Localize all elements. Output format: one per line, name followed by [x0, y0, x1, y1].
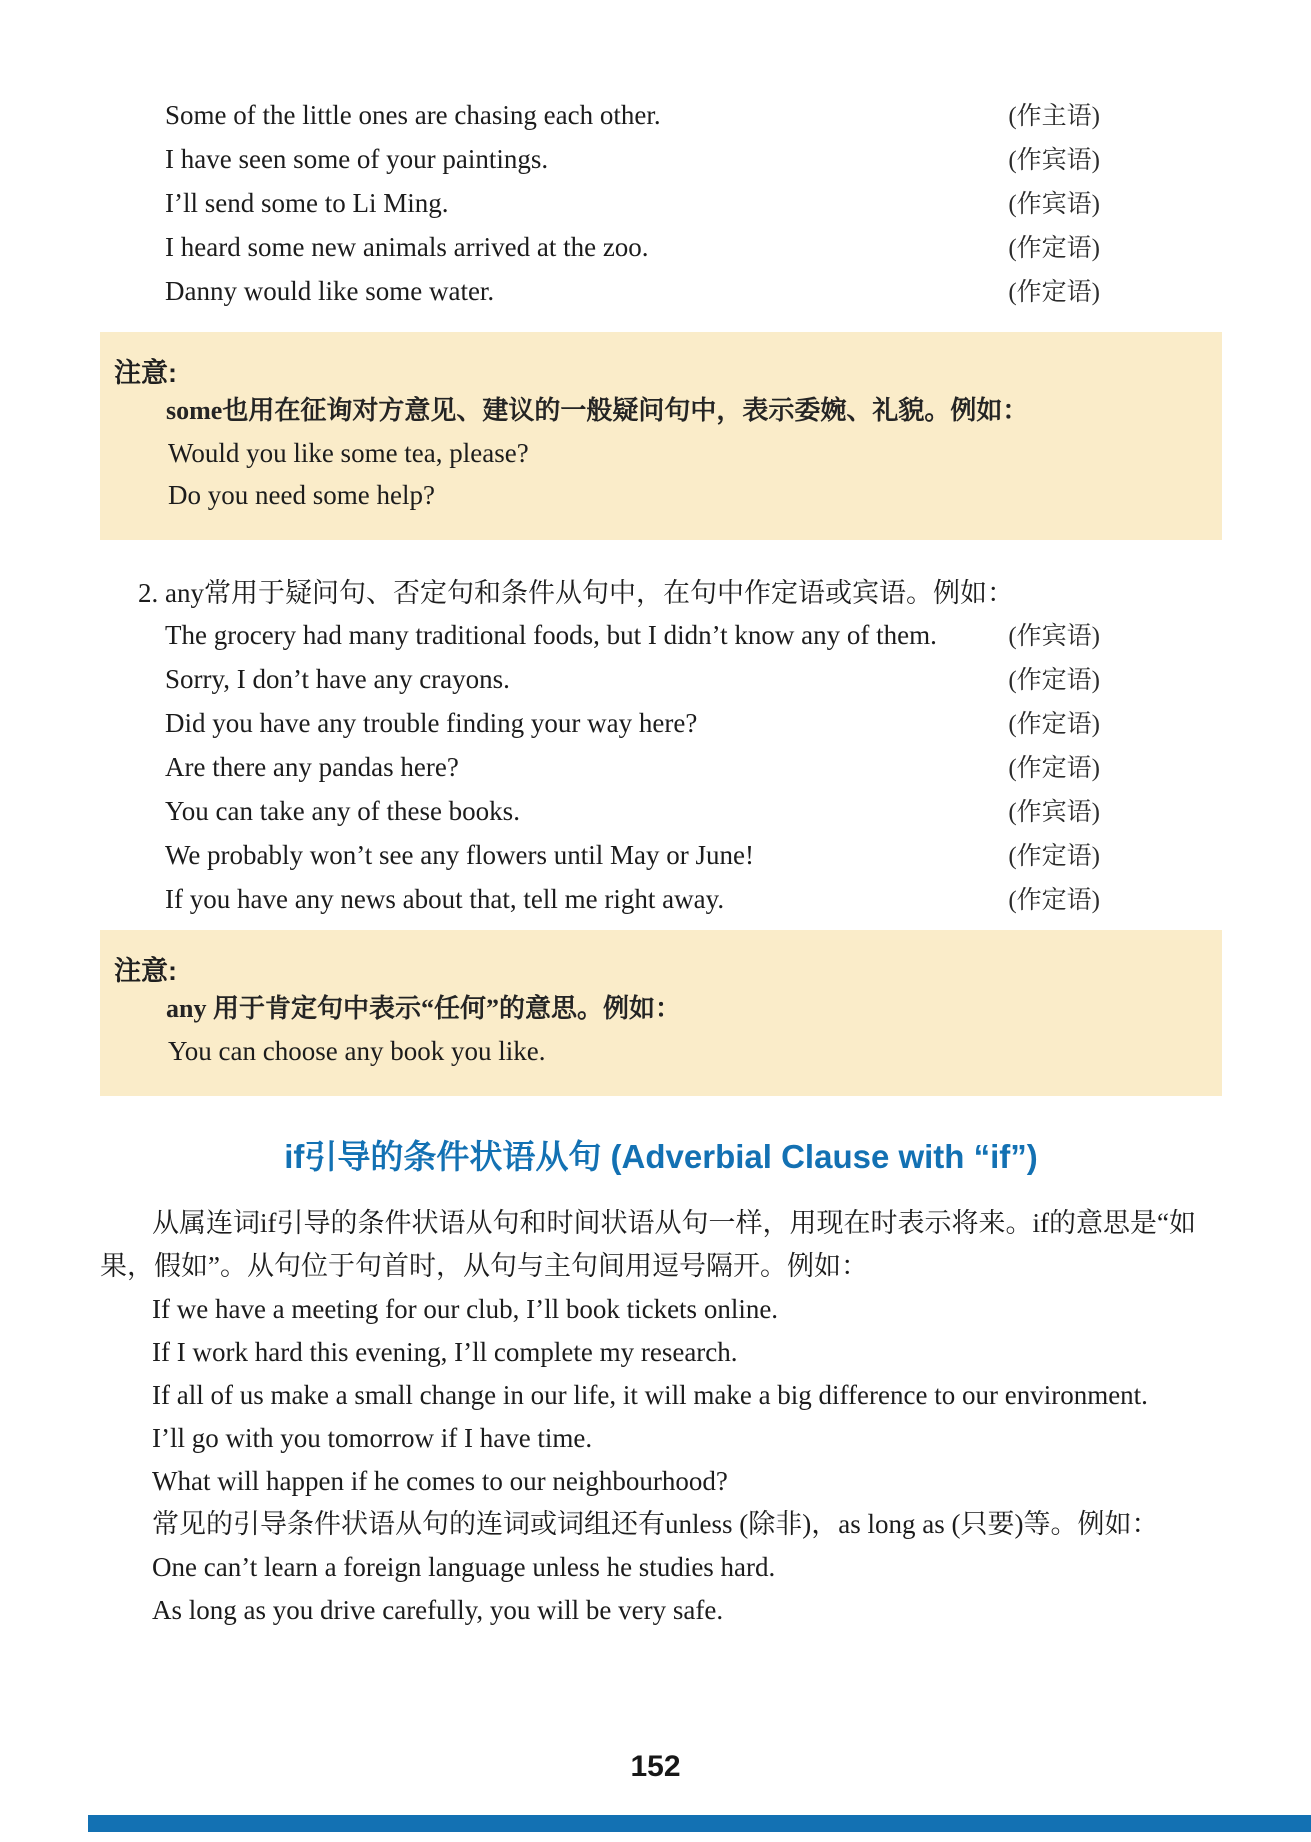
unless-rule-line: 常见的引导条件状语从句的连词或词组还有unless (除非)，as long as (只要)等。例如：: [152, 1509, 1159, 1539]
any-rule-heading: 2. any常用于疑问句、否定句和条件从句中，在句中作定语或宾语。例如：: [138, 578, 1014, 608]
note-example: You can choose any book you like.: [168, 1036, 546, 1066]
some-examples-list: [100, 94, 1222, 314]
example-row: [100, 746, 1222, 790]
example-sentence: Some of the little ones are chasing each other.: [165, 100, 661, 130]
grammar-role-annotation: (作定语): [1008, 755, 1100, 782]
example-sentence: The grocery had many traditional foods, but I didn’t know any of them.: [165, 620, 937, 650]
paragraph-line: 从属连词if引导的条件状语从句和时间状语从句一样，用现在时表示将来。if的意思是“如: [152, 1208, 1196, 1238]
section-title-if-clause: if引导的条件状语从句 (Adverbial Clause with “if”): [284, 1138, 1038, 1175]
grammar-role-annotation: (作定语): [1008, 235, 1100, 262]
example-row: [100, 658, 1222, 702]
page-number: 152: [630, 1750, 681, 1783]
example-sentence: One can’t learn a foreign language unless he studies hard.: [152, 1552, 776, 1582]
note-box-some: [100, 332, 1222, 540]
example-sentence: As long as you drive carefully, you will be very safe.: [152, 1595, 724, 1625]
example-sentence: I heard some new animals arrived at the zoo.: [165, 232, 649, 262]
example-sentence: Are there any pandas here?: [165, 752, 459, 782]
example-sentence: You can take any of these books.: [165, 796, 520, 826]
grammar-role-annotation: (作定语): [1008, 711, 1100, 738]
example-row: [100, 138, 1222, 182]
grammar-role-annotation: (作宾语): [1008, 799, 1100, 826]
example-sentence: Danny would like some water.: [165, 276, 495, 306]
note-rule-text: any 用于肯定句中表示“任何”的意思。例如：: [166, 994, 681, 1023]
note-label: 注意:: [114, 358, 177, 388]
grammar-role-annotation: (作定语): [1008, 667, 1100, 694]
example-row: [100, 790, 1222, 834]
example-row: [100, 878, 1222, 922]
example-row: [100, 834, 1222, 878]
unless-examples-list: [100, 1546, 1222, 1632]
example-sentence: Sorry, I don’t have any crayons.: [165, 664, 510, 694]
example-sentence: Did you have any trouble finding your way here?: [165, 708, 698, 738]
example-sentence: If we have a meeting for our club, I’ll book tickets online.: [152, 1294, 779, 1324]
note-box-any: [100, 930, 1222, 1096]
grammar-role-annotation: (作宾语): [1008, 623, 1100, 650]
grammar-role-annotation: (作主语): [1008, 103, 1100, 130]
example-sentence: We probably won’t see any flowers until May or June!: [165, 840, 754, 870]
note-rule-text: some也用在征询对方意见、建议的一般疑问句中，表示委婉、礼貌。例如：: [166, 396, 1029, 425]
example-row: [100, 270, 1222, 314]
example-row: [100, 614, 1222, 658]
example-sentence: If all of us make a small change in our life, it will make a big difference to our environment.: [152, 1380, 1148, 1410]
grammar-role-annotation: (作定语): [1008, 887, 1100, 914]
grammar-role-annotation: (作宾语): [1008, 147, 1100, 174]
example-sentence: I’ll send some to Li Ming.: [165, 188, 449, 218]
example-sentence: I’ll go with you tomorrow if I have time.: [152, 1423, 593, 1453]
grammar-role-annotation: (作定语): [1008, 279, 1100, 306]
example-row: [100, 94, 1222, 138]
example-row: [100, 182, 1222, 226]
note-example: Do you need some help?: [168, 480, 435, 510]
any-examples-list: [100, 614, 1222, 922]
example-sentence: I have seen some of your paintings.: [165, 144, 549, 174]
example-sentence: If I work hard this evening, I’ll complete my research.: [152, 1337, 738, 1367]
example-row: [100, 226, 1222, 270]
example-sentence: If you have any news about that, tell me right away.: [165, 884, 725, 914]
if-clause-paragraph: [100, 1202, 1222, 1288]
grammar-role-annotation: (作宾语): [1008, 191, 1100, 218]
paragraph-line: 果，假如”。从句位于句首时，从句与主句间用逗号隔开。例如：: [100, 1251, 868, 1281]
note-label: 注意:: [114, 956, 177, 986]
example-sentence: What will happen if he comes to our neighbourhood?: [152, 1466, 728, 1496]
footer-accent-bar: [88, 1815, 1311, 1832]
example-row: [100, 702, 1222, 746]
note-example: Would you like some tea, please?: [168, 438, 529, 468]
grammar-role-annotation: (作定语): [1008, 843, 1100, 870]
if-examples-list: [100, 1288, 1222, 1503]
